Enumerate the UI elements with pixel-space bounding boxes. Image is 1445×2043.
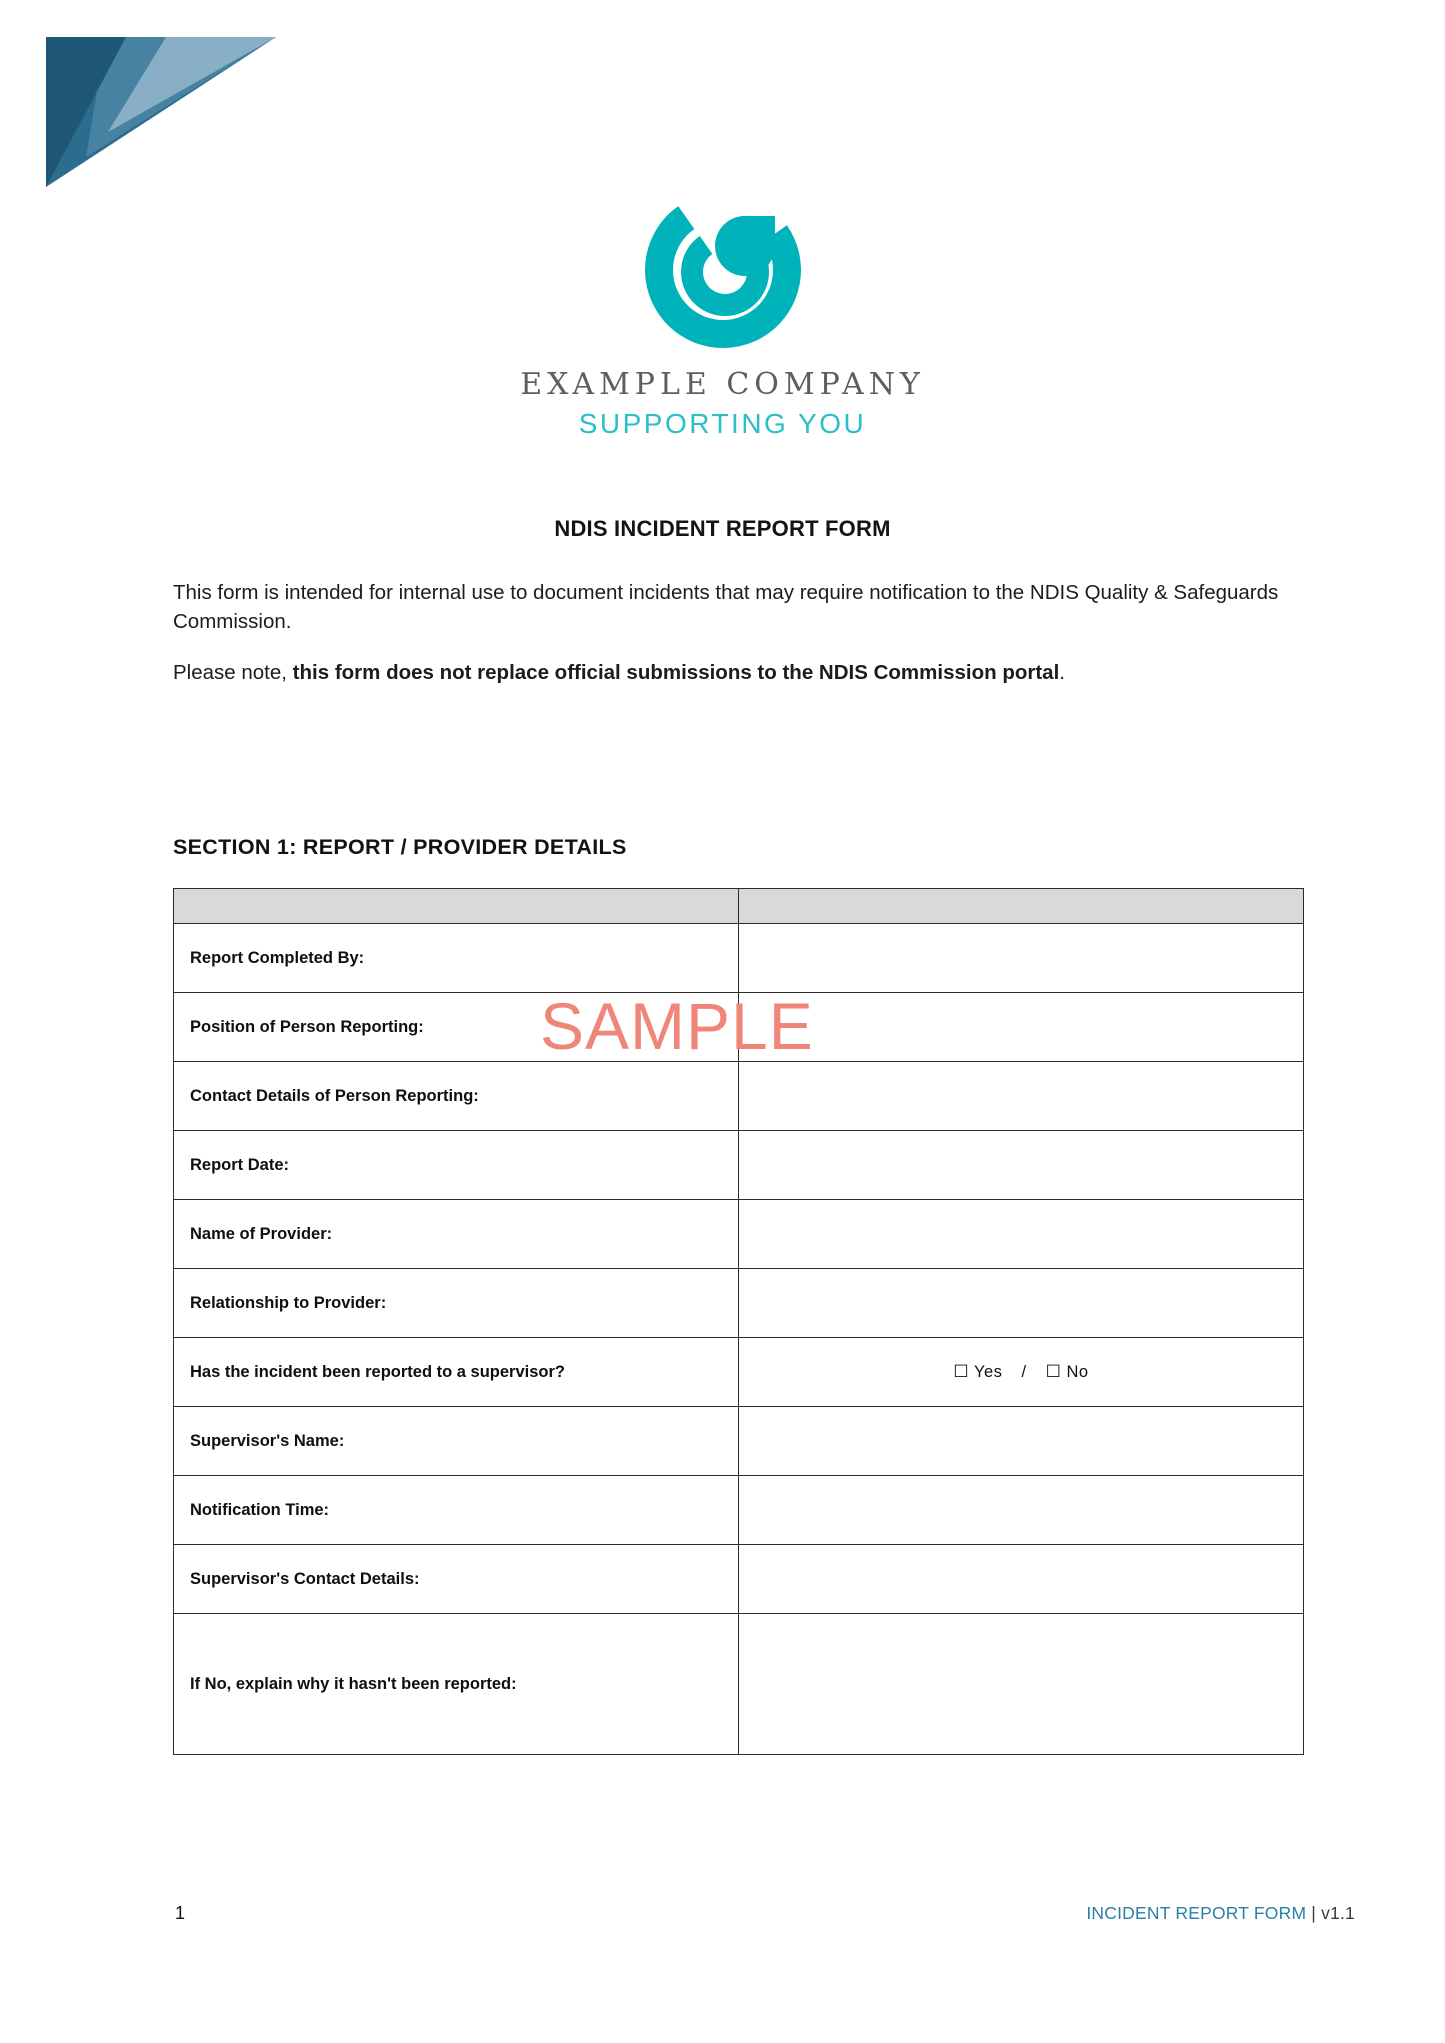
row-label: If No, explain why it hasn't been reported: <box>174 1614 739 1755</box>
row-label: Contact Details of Person Reporting: <box>174 1062 739 1131</box>
table-header-cell-right <box>739 889 1304 924</box>
table-row <box>174 1407 1304 1476</box>
table-row <box>174 993 1304 1062</box>
table-header-cell-left <box>174 889 739 924</box>
row-value-input[interactable] <box>739 1269 1304 1338</box>
page-number: 1 <box>175 1903 186 1923</box>
row-label: Relationship to Provider: <box>174 1269 739 1338</box>
row-value-input[interactable] <box>739 1200 1304 1269</box>
row-label: Supervisor's Contact Details: <box>174 1545 739 1614</box>
label-yes: Yes <box>973 1363 1003 1381</box>
table-header-row <box>174 889 1304 924</box>
row-value-input[interactable] <box>739 1062 1304 1131</box>
row-label: Notification Time: <box>174 1476 739 1545</box>
table-row <box>174 1131 1304 1200</box>
row-label: Has the incident been reported to a supervisor? <box>174 1338 739 1407</box>
spiral-logo-icon <box>633 180 813 355</box>
checkbox-yes[interactable]: ☐ <box>953 1362 970 1381</box>
row-label: Report Completed By: <box>174 924 739 993</box>
row-value-input[interactable] <box>739 1614 1304 1755</box>
table-row <box>174 1269 1304 1338</box>
intro-prefix: Please note, <box>173 661 293 685</box>
logo-block <box>0 180 1445 440</box>
intro-paragraph-1: This form is intended for internal use to document incidents that may require notification to the NDIS Quality & Safeguards Commission. <box>173 581 1279 634</box>
report-details-table <box>173 888 1304 1755</box>
table-row <box>174 1200 1304 1269</box>
row-label: Name of Provider: <box>174 1200 739 1269</box>
company-name: EXAMPLE COMPANY <box>520 367 925 402</box>
row-label: Report Date: <box>174 1131 739 1200</box>
intro-text <box>173 578 1280 709</box>
intro-paragraph-2 <box>173 658 1280 687</box>
checkbox-no[interactable]: ☐ <box>1045 1362 1062 1381</box>
page-title: NDIS INCIDENT REPORT FORM <box>554 516 891 541</box>
option-separator: / <box>1021 1363 1027 1381</box>
intro-suffix: . <box>1059 661 1065 685</box>
sample-watermark: SAMPLE <box>540 989 814 1063</box>
table-row <box>174 1062 1304 1131</box>
yes-no-options <box>739 1338 1304 1407</box>
row-value-input[interactable] <box>739 1545 1304 1614</box>
intro-bold: this form does not replace official submissions to the NDIS Commission portal <box>292 661 1060 685</box>
row-value-input[interactable] <box>739 924 1304 993</box>
table-row <box>174 1545 1304 1614</box>
row-label: Position of Person Reporting: <box>174 993 739 1062</box>
row-value-input[interactable] <box>739 1407 1304 1476</box>
footer-divider: | <box>1311 1903 1317 1923</box>
label-no: No <box>1066 1363 1089 1381</box>
row-label: Supervisor's Name: <box>174 1407 739 1476</box>
footer-form-name: INCIDENT REPORT FORM <box>1086 1903 1307 1923</box>
table-row <box>174 1476 1304 1545</box>
table-row-supervisor-reported <box>174 1338 1304 1407</box>
section-heading: SECTION 1: REPORT / PROVIDER DETAILS <box>173 835 627 859</box>
row-value-input[interactable] <box>739 1476 1304 1545</box>
footer-info <box>1086 1903 1355 1924</box>
company-tagline: SUPPORTING YOU <box>578 408 867 439</box>
row-value-input[interactable] <box>739 1131 1304 1200</box>
table-row <box>174 1614 1304 1755</box>
row-value-input[interactable] <box>739 993 1304 1062</box>
table-row <box>174 924 1304 993</box>
footer-version: v1.1 <box>1321 1903 1355 1923</box>
